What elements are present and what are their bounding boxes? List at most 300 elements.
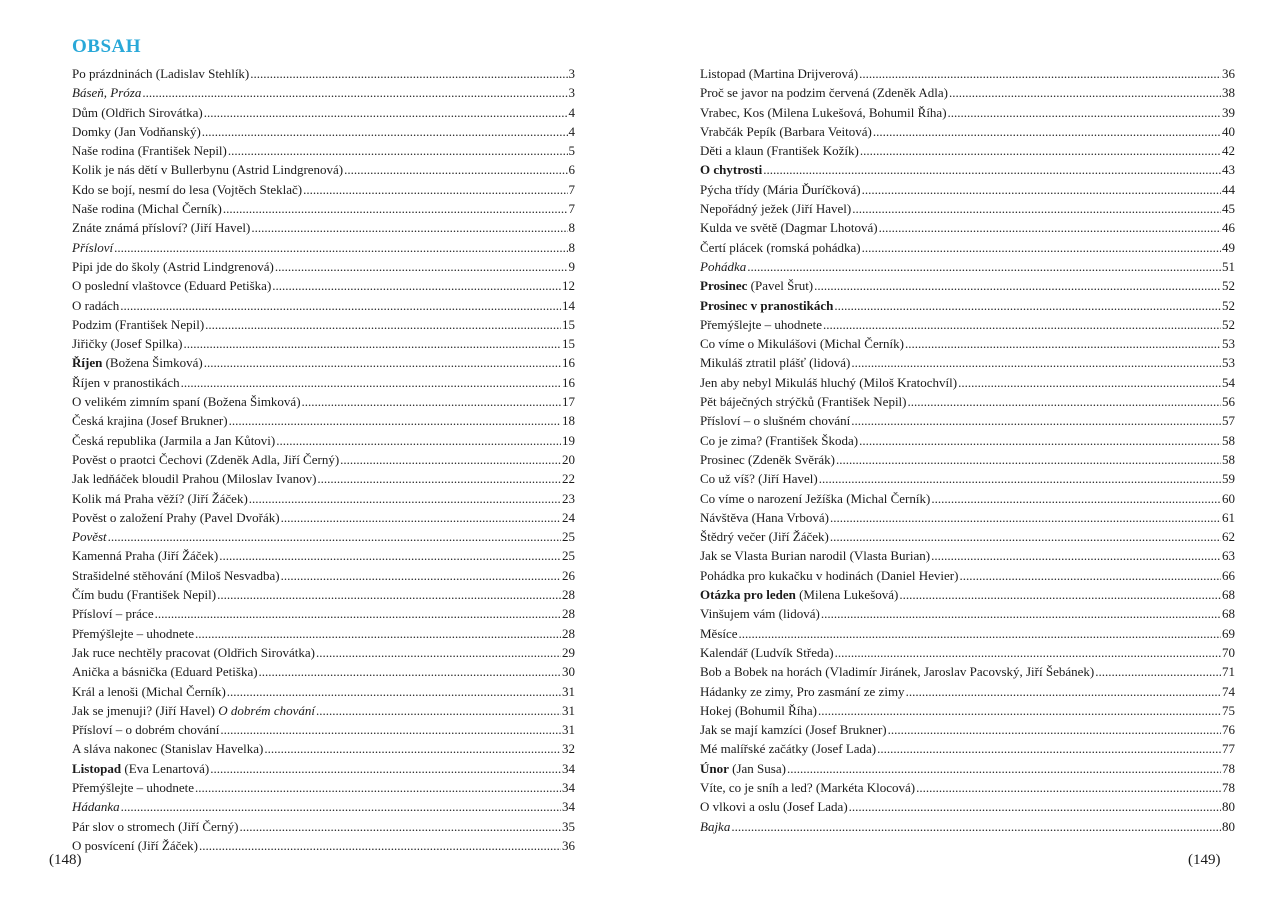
toc-entry-text-part: Mikuláš ztratil plášť (lidová): [700, 355, 851, 371]
toc-entry-italic-part: Pověst: [72, 529, 107, 545]
toc-entry-title: [72, 739, 263, 758]
toc-entry: [700, 585, 1235, 604]
toc-entry-title: [700, 199, 851, 218]
dot-leader: [814, 276, 1221, 295]
toc-entry: [700, 797, 1235, 816]
toc-entry-title: [72, 489, 248, 508]
toc-entry-italic-part: Bajka: [700, 818, 731, 834]
toc-entry-title: [72, 199, 222, 218]
toc-entry-text-part: Prosinec (Zdeněk Svěrák): [700, 451, 836, 467]
toc-entry-title: [700, 392, 907, 411]
toc-entry-text-part: Dům (Oldřich Sirovátka): [72, 104, 203, 120]
toc-entry: [72, 392, 575, 411]
toc-entry-page: 17: [562, 394, 575, 410]
dot-leader: [303, 180, 567, 199]
toc-entry-bold-part: Prosinec: [700, 278, 748, 294]
toc-entry: [72, 257, 575, 276]
toc-entry-page: 4: [568, 123, 575, 139]
dot-leader: [239, 817, 561, 836]
toc-entry-text-part: Jak ledňáček bloudil Prahou (Miloslav Ivanov): [72, 471, 317, 487]
dot-leader: [228, 141, 568, 160]
toc-list-right: [700, 64, 1235, 836]
toc-entry: [700, 662, 1235, 681]
page-number-right: (149): [1188, 852, 1221, 868]
toc-entry-page: 15: [562, 316, 575, 332]
toc-entry-title: [700, 431, 858, 450]
toc-entry: [72, 720, 575, 739]
toc-entry-title: [72, 566, 280, 585]
toc-entry-title: [72, 508, 280, 527]
dot-leader: [916, 778, 1221, 797]
toc-entry-text-part: Podzim (František Nepil): [72, 316, 205, 332]
dot-leader: [860, 141, 1221, 160]
toc-entry-page: 60: [1222, 490, 1235, 506]
toc-entry-page: 31: [562, 702, 575, 718]
toc-entry-page: 53: [1222, 336, 1235, 352]
toc-entry-page: 16: [562, 374, 575, 390]
toc-entry: [72, 604, 575, 623]
dot-leader: [272, 276, 561, 295]
dot-leader: [276, 431, 561, 450]
dot-leader: [281, 566, 561, 585]
toc-entry: [72, 103, 575, 122]
toc-entry-page: 16: [562, 355, 575, 371]
toc-entry-text-part: Hokej (Bohumil Říha): [700, 702, 817, 718]
toc-entry-title: [72, 682, 226, 701]
dot-leader: [949, 83, 1221, 102]
toc-entry-bold-part: Únor: [700, 760, 729, 776]
toc-entry: [700, 701, 1235, 720]
toc-entry: [72, 160, 575, 179]
toc-entry-title: [72, 797, 120, 816]
dot-leader: [739, 624, 1221, 643]
toc-entry: [700, 508, 1235, 527]
dot-leader: [249, 489, 561, 508]
dot-leader: [948, 103, 1221, 122]
dot-leader: [120, 296, 561, 315]
toc-entry-title: [72, 720, 219, 739]
dot-leader: [851, 353, 1221, 372]
toc-entry-text-part: Přemýšlejte – uhodnete: [700, 316, 823, 332]
toc-entry-text-part: A sláva nakonec (Stanislav Havelka): [72, 741, 264, 757]
toc-entry-page: 25: [562, 529, 575, 545]
toc-entry-page: 76: [1222, 722, 1235, 738]
toc-entry-text-part: Pýcha třídy (Mária Ďuríčková): [700, 181, 861, 197]
toc-entry-text-part: Pověst o praotci Čechovi (Zdeněk Adla, Jiří Černý): [72, 451, 340, 467]
toc-entry-text-part: Co už víš? (Jiří Havel): [700, 471, 818, 487]
toc-entry-italic-part: Přísloví: [72, 239, 114, 255]
toc-entry-page: 68: [1222, 587, 1235, 603]
toc-entry-text-part: Přísloví – o dobrém chování: [72, 722, 220, 738]
toc-entry: [72, 199, 575, 218]
toc-entry-title: [700, 411, 850, 430]
toc-entry-text-part: O poslední vlaštovce (Eduard Petiška): [72, 278, 272, 294]
toc-entry-text-part: (Milena Lukešová): [795, 587, 899, 603]
toc-entry-text-part: Jak se Vlasta Burian narodil (Vlasta Burian): [700, 548, 931, 564]
toc-entry-text-part: Kdo se bojí, nesmí do lesa (Vojtěch Steklač): [72, 181, 303, 197]
toc-entry: [72, 218, 575, 237]
dot-leader: [877, 739, 1221, 758]
toc-entry-title: [72, 759, 209, 778]
toc-entry-title: [700, 373, 957, 392]
toc-entry-text-part: Král a lenoši (Michal Černík): [72, 683, 226, 699]
toc-entry: [72, 546, 575, 565]
toc-entry-title: [700, 450, 835, 469]
toc-entry-title: [72, 411, 228, 430]
toc-entry-text-part: Přemýšlejte – uhodnete: [72, 625, 195, 641]
toc-entry-page: 68: [1222, 606, 1235, 622]
dot-leader: [879, 218, 1221, 237]
toc-entry-title: [700, 218, 878, 237]
toc-entry-title: [700, 701, 817, 720]
toc-entry-page: 30: [562, 664, 575, 680]
toc-entry-page: 7: [568, 181, 575, 197]
toc-entry-text-part: Pár slov o stromech (Jiří Černý): [72, 818, 239, 834]
toc-entry-text-part: Domky (Jan Vodňanský): [72, 123, 201, 139]
toc-entry-title: [700, 662, 1094, 681]
toc-entry-page: 71: [1222, 664, 1235, 680]
toc-entry: [700, 489, 1235, 508]
dot-leader: [199, 836, 561, 855]
toc-entry-title: [700, 238, 861, 257]
dot-leader: [250, 64, 567, 83]
toc-entry-italic-part: O dobrém chování: [218, 702, 315, 718]
toc-entry-text-part: Kalendář (Ludvík Středa): [700, 644, 834, 660]
dot-leader: [852, 199, 1221, 218]
toc-entry-title: [700, 585, 898, 604]
toc-entry-page: 54: [1222, 374, 1235, 390]
toc-entry-page: 75: [1222, 702, 1235, 718]
toc-entry-title: [700, 546, 930, 565]
toc-entry-page: 3: [568, 66, 575, 81]
toc-entry-page: 15: [562, 336, 575, 352]
toc-entry: [700, 682, 1235, 701]
toc-entry: [700, 817, 1235, 836]
toc-entry-text-part: Pět báječných strýčků (František Nepil): [700, 394, 907, 410]
toc-entry-text-part: Česká republika (Jarmila a Jan Kůtovi): [72, 432, 276, 448]
toc-entry-title: [700, 103, 947, 122]
toc-entry-title: [72, 662, 258, 681]
toc-entry-page: 4: [568, 104, 575, 120]
dot-leader: [959, 566, 1221, 585]
toc-entry-text-part: Kulda ve světě (Dagmar Lhotová): [700, 220, 878, 236]
toc-entry-title: [72, 83, 141, 102]
toc-entry-page: 44: [1222, 181, 1235, 197]
toc-entry: [700, 527, 1235, 546]
contents-heading: OBSAH: [72, 36, 142, 57]
toc-entry: [72, 353, 575, 372]
toc-entry: [700, 759, 1235, 778]
toc-entry: [700, 141, 1235, 160]
toc-entry-title: [700, 508, 829, 527]
toc-entry-page: 23: [562, 490, 575, 506]
toc-entry: [700, 64, 1235, 83]
dot-leader: [851, 411, 1221, 430]
toc-entry-page: 56: [1222, 394, 1235, 410]
toc-entry: [700, 257, 1235, 276]
dot-leader: [835, 643, 1221, 662]
toc-entry-italic-part: Báseň, Próza: [72, 85, 142, 101]
toc-entry-text-part: Jak se jmenuji? (Jiří Havel): [72, 702, 219, 718]
dot-leader: [830, 508, 1221, 527]
toc-entry-title: [72, 373, 180, 392]
toc-entry-text-part: O posvícení (Jiří Žáček): [72, 837, 198, 853]
toc-entry-text-part: Vrabec, Kos (Milena Lukešová, Bohumil Říha): [700, 104, 947, 120]
toc-entry-title: [72, 450, 339, 469]
toc-entry-title: [700, 315, 822, 334]
toc-entry-title: [72, 527, 107, 546]
toc-entry-page: 9: [568, 258, 575, 274]
toc-entry-text-part: Jiřičky (Josef Spilka): [72, 336, 183, 352]
toc-entry-title: [72, 180, 302, 199]
toc-entry-title: [72, 836, 198, 855]
toc-entry-bold-part: Listopad: [72, 760, 122, 776]
toc-entry: [72, 411, 575, 430]
toc-entry-text-part: Jen aby nebyl Mikuláš hluchý (Miloš Kratochvíl): [700, 374, 958, 390]
toc-entry-bold-part: O chytrosti: [700, 162, 763, 178]
toc-entry-page: 53: [1222, 355, 1235, 371]
toc-entry: [700, 334, 1235, 353]
toc-entry-title: [700, 527, 829, 546]
dot-leader: [281, 508, 561, 527]
dot-leader: [142, 83, 567, 102]
toc-entry-page: 14: [562, 297, 575, 313]
toc-entry-page: 19: [562, 432, 575, 448]
toc-entry: [700, 180, 1235, 199]
toc-entry-page: 57: [1222, 413, 1235, 429]
dot-leader: [202, 122, 568, 141]
toc-entry-page: 34: [562, 760, 575, 776]
dot-leader: [259, 662, 561, 681]
toc-entry-page: 25: [562, 548, 575, 564]
toc-entry: [72, 836, 575, 855]
toc-entry-bold-part: Říjen: [72, 355, 103, 371]
toc-entry: [72, 624, 575, 643]
toc-entry-page: 40: [1222, 123, 1235, 139]
dot-leader: [931, 546, 1221, 565]
toc-entry-text-part: Přísloví – o slušném chování: [700, 413, 851, 429]
toc-entry-page: 58: [1222, 432, 1235, 448]
toc-entry-title: [72, 604, 154, 623]
toc-entry-page: 62: [1222, 529, 1235, 545]
toc-entry: [700, 643, 1235, 662]
toc-entry-text-part: Víte, co je sníh a led? (Markéta Klocová): [700, 779, 916, 795]
toc-entry-title: [72, 160, 343, 179]
toc-entry: [72, 122, 575, 141]
toc-entry-title: [700, 604, 820, 623]
toc-entry-text-part: Jak ruce nechtěly pracovat (Oldřich Sirovátka): [72, 644, 315, 660]
toc-entry: [700, 566, 1235, 585]
toc-entry-page: 46: [1222, 220, 1235, 236]
dot-leader: [899, 585, 1221, 604]
dot-leader: [905, 334, 1221, 353]
toc-entry-page: 61: [1222, 509, 1235, 525]
toc-entry-text-part: (Božena Šimková): [102, 355, 203, 371]
toc-entry-page: 36: [1222, 66, 1235, 81]
dot-leader: [873, 122, 1221, 141]
toc-entry: [72, 527, 575, 546]
toc-entry-text-part: O radách: [72, 297, 120, 313]
toc-entry-title: [72, 276, 271, 295]
toc-entry-page: 63: [1222, 548, 1235, 564]
toc-entry-title: [700, 566, 958, 585]
toc-entry: [700, 296, 1235, 315]
toc-entry-page: 39: [1222, 104, 1235, 120]
dot-leader: [229, 411, 561, 430]
toc-entry-title: [72, 469, 316, 488]
dot-leader: [264, 739, 561, 758]
dot-leader: [834, 296, 1221, 315]
toc-entry-text-part: O vlkovi a oslu (Josef Lada): [700, 799, 848, 815]
dot-leader: [859, 431, 1221, 450]
toc-entry-title: [700, 353, 850, 372]
toc-entry-page: 22: [562, 471, 575, 487]
toc-entry-title: [700, 257, 746, 276]
toc-entry-text-part: Pipi jde do školy (Astrid Lindgrenová): [72, 258, 274, 274]
toc-entry-page: 3: [568, 85, 575, 101]
dot-leader: [251, 218, 567, 237]
toc-entry: [72, 682, 575, 701]
toc-entry-title: [72, 701, 315, 720]
toc-entry-italic-part: Pohádka: [700, 258, 747, 274]
toc-entry-page: 66: [1222, 567, 1235, 583]
toc-entry: [72, 64, 575, 83]
dot-leader: [275, 257, 568, 276]
toc-entry: [700, 778, 1235, 797]
toc-entry-text-part: Znáte známá přísloví? (Jiří Havel): [72, 220, 251, 236]
toc-entry: [700, 315, 1235, 334]
toc-entry-text-part: Co víme o narození Ježíška (Michal Černík): [700, 490, 931, 506]
toc-entry-text-part: Po prázdninách (Ladislav Stehlík): [72, 66, 250, 81]
toc-entry: [700, 353, 1235, 372]
dot-leader: [204, 353, 561, 372]
dot-leader: [763, 160, 1221, 179]
toc-entry-text-part: Mé malířské začátky (Josef Lada): [700, 741, 877, 757]
dot-leader: [836, 450, 1221, 469]
toc-entry-text-part: Pohádka pro kukačku v hodinách (Daniel Hevier): [700, 567, 959, 583]
toc-entry: [72, 797, 575, 816]
toc-entry-title: [700, 682, 905, 701]
toc-entry: [700, 238, 1235, 257]
toc-entry-title: [700, 469, 818, 488]
toc-entry-title: [72, 141, 227, 160]
toc-entry: [72, 489, 575, 508]
toc-entry: [72, 180, 575, 199]
toc-entry-page: 31: [562, 722, 575, 738]
dot-leader: [195, 778, 561, 797]
toc-entry-title: [700, 739, 876, 758]
toc-entry: [72, 296, 575, 315]
toc-entry-page: 58: [1222, 451, 1235, 467]
toc-entry: [72, 141, 575, 160]
toc-entry-text-part: Hádanky ze zimy, Pro zasmání ze zimy: [700, 683, 905, 699]
toc-entry-text-part: Měsíce: [700, 625, 738, 641]
toc-entry-title: [700, 141, 859, 160]
toc-entry-text-part: Vrabčák Pepík (Barbara Veitová): [700, 123, 872, 139]
dot-leader: [862, 180, 1221, 199]
toc-entry-text-part: Česká krajina (Josef Brukner): [72, 413, 228, 429]
toc-entry-title: [72, 296, 119, 315]
toc-entry-page: 59: [1222, 471, 1235, 487]
toc-entry: [72, 759, 575, 778]
toc-entry-page: 5: [568, 143, 575, 159]
toc-entry-page: 49: [1222, 239, 1235, 255]
dot-leader: [823, 315, 1221, 334]
dot-leader: [204, 103, 568, 122]
toc-entry-text-part: Proč se javor na podzim červená (Zdeněk Adla): [700, 85, 948, 101]
toc-entry-text-part: Kolik je nás dětí v Bullerbynu (Astrid Lindgrenová): [72, 162, 344, 178]
toc-entry-title: [72, 546, 218, 565]
toc-entry: [72, 566, 575, 585]
toc-entry-page: 80: [1222, 818, 1235, 834]
toc-entry-bold-part: Otázka pro leden: [700, 587, 796, 603]
toc-entry-page: 34: [562, 799, 575, 815]
dot-leader: [821, 604, 1221, 623]
toc-entry-text-part: Co víme o Mikulášovi (Michal Černík): [700, 336, 905, 352]
toc-entry: [72, 431, 575, 450]
dot-leader: [344, 160, 567, 179]
dot-leader: [931, 489, 1221, 508]
toc-entry-title: [72, 585, 216, 604]
toc-entry-text-part: (Eva Lenartová): [121, 760, 210, 776]
dot-leader: [1095, 662, 1221, 681]
toc-entry-text-part: Nepořádný ježek (Jiří Havel): [700, 201, 852, 217]
toc-entry-page: 77: [1222, 741, 1235, 757]
toc-entry-page: 80: [1222, 799, 1235, 815]
dot-leader: [859, 64, 1221, 83]
toc-entry-title: [72, 122, 201, 141]
toc-entry-page: 35: [562, 818, 575, 834]
toc-entry-page: 8: [568, 239, 575, 255]
toc-entry-title: [700, 778, 915, 797]
toc-entry: [72, 238, 575, 257]
toc-entry-text-part: Čertí plácek (romská pohádka): [700, 239, 861, 255]
toc-entry-title: [72, 817, 238, 836]
toc-entry-title: [700, 759, 786, 778]
dot-leader: [210, 759, 561, 778]
dot-leader: [302, 392, 561, 411]
toc-entry-page: 43: [1222, 162, 1235, 178]
toc-entry-title: [700, 180, 861, 199]
toc-entry-text-part: Přísloví – práce: [72, 606, 154, 622]
toc-entry-text-part: Vinšujem vám (lidová): [700, 606, 820, 622]
toc-entry-title: [72, 778, 194, 797]
toc-entry-text-part: Strašidelné stěhování (Miloš Nesvadba): [72, 567, 280, 583]
toc-entry-title: [700, 334, 904, 353]
toc-entry-title: [700, 296, 833, 315]
toc-entry: [72, 778, 575, 797]
toc-entry: [72, 585, 575, 604]
toc-entry-page: 32: [562, 741, 575, 757]
toc-entry-page: 38: [1222, 85, 1235, 101]
toc-entry-title: [700, 817, 730, 836]
toc-entry: [700, 373, 1235, 392]
dot-leader: [747, 257, 1221, 276]
toc-entry-title: [700, 624, 738, 643]
toc-entry: [72, 817, 575, 836]
toc-entry-page: 78: [1222, 779, 1235, 795]
toc-entry: [72, 508, 575, 527]
toc-entry-text-part: Kolik má Praha věží? (Jiří Žáček): [72, 490, 248, 506]
toc-entry: [700, 450, 1235, 469]
toc-entry-text-part: Bob a Bobek na horách (Vladimír Jiránek, Jaroslav Pacovský, Jiří Šebánek): [700, 664, 1095, 680]
toc-entry: [700, 546, 1235, 565]
toc-entry-title: [72, 315, 204, 334]
toc-entry-page: 20: [562, 451, 575, 467]
left-page: [0, 0, 634, 919]
toc-entry: [700, 720, 1235, 739]
toc-entry-title: [72, 334, 182, 353]
